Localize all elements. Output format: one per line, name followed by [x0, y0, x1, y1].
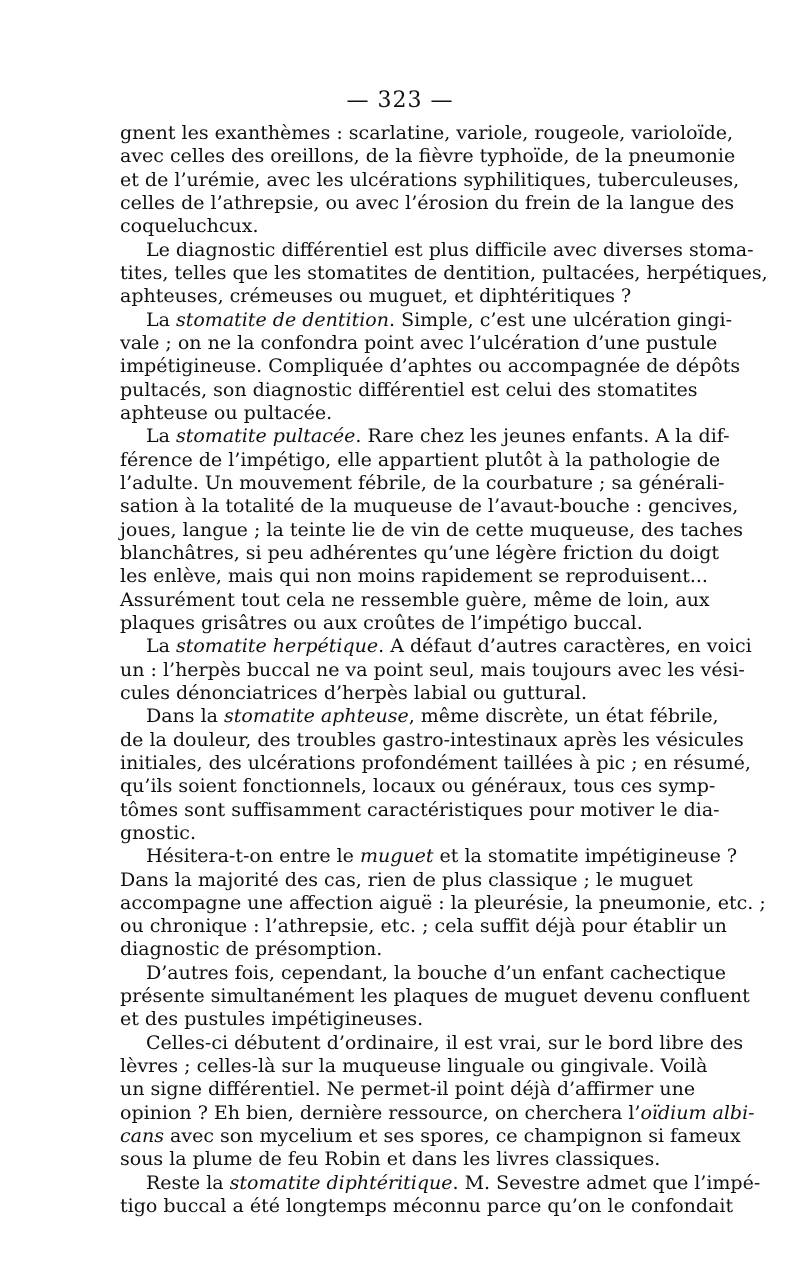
body-text: [120, 122, 768, 1218]
text-line: Assurément tout cela ne ressemble guère, même de loin, aux: [120, 588, 710, 611]
text-line: Le diagnostic différentiel est plus difficile avec diverses stoma-: [146, 238, 754, 261]
text-line: diagnostic de présomption.: [120, 938, 383, 961]
text-line: de la douleur, des troubles gastro-intestinaux après les vésicules: [120, 728, 744, 751]
text-line: La stomatite herpétique. A défaut d’autres caractères, en voici: [146, 635, 752, 658]
text-line: Dans la stomatite aphteuse, même discrète, un état fébrile,: [146, 705, 719, 728]
text-line: La stomatite pultacée. Rare chez les jeunes enfants. A la dif-: [146, 425, 730, 448]
text-line: gnostic.: [120, 821, 196, 844]
text-line: tômes sont suffisamment caractéristiques pour motiver le dia-: [120, 798, 720, 821]
text-line: l’adulte. Un mouvement fébrile, de la courbature ; sa générali-: [120, 471, 725, 494]
text-line: tites, telles que les stomatites de dentition, pultacées, herpétiques,: [120, 261, 768, 284]
text-line: aphteuses, crémeuses ou muguet, et diphtéritiques ?: [120, 285, 632, 308]
text-line: Celles-ci débutent d’ordinaire, il est vrai, sur le bord libre des: [146, 1031, 744, 1054]
text-line: Reste la stomatite diphtéritique. M. Sevestre admet que l’impé-: [146, 1171, 761, 1194]
text-line: cans avec son mycelium et ses spores, ce champignon si fameux: [120, 1125, 741, 1148]
text-line: tigo buccal a été longtemps méconnu parce qu’on le confondait: [120, 1195, 734, 1218]
text-line: un : l’herpès buccal ne va point seul, mais toujours avec les vési-: [120, 658, 745, 681]
text-line: sation à la totalité de la muqueuse de l’avaut-bouche : gencives,: [120, 495, 739, 518]
text-line: qu’ils soient fonctionnels, locaux ou généraux, tous ces symp-: [120, 775, 716, 798]
text-line: joues, langue ; la teinte lie de vin de cette muqueuse, des taches: [120, 518, 744, 541]
text-line: férence de l’impétigo, elle appartient plutôt à la pathologie de: [120, 448, 721, 471]
text-line: celles de l’athrepsie, ou avec l’érosion du frein de la langue des: [120, 191, 735, 214]
text-line: cules dénonciatrices d’herpès labial ou guttural.: [120, 681, 588, 704]
text-line: les enlève, mais qui non moins rapidement se reproduisent...: [120, 565, 708, 588]
text-line: Dans la majorité des cas, rien de plus classique ; le muguet: [120, 868, 693, 891]
text-line: La stomatite de dentition. Simple, c’est une ulcération gingi-: [146, 308, 733, 331]
text-line: aphteuse ou pultacée.: [120, 401, 333, 424]
text-line: avec celles des oreillons, de la fièvre typhoïde, de la pneumonie: [120, 145, 736, 168]
text-line: D’autres fois, cependant, la bouche d’un enfant cachectique: [146, 961, 726, 984]
text-line: et des pustules impétigineuses.: [120, 1008, 424, 1031]
text-line: ou chronique : l’athrepsie, etc. ; cela suffit déjà pour établir un: [120, 915, 727, 938]
text-line: gnent les exanthèmes : scarlatine, variole, rougeole, varioloïde,: [120, 122, 734, 144]
text-line: et de l’urémie, avec les ulcérations syphilitiques, tuberculeuses,: [120, 168, 740, 191]
text-line: opinion ? Eh bien, dernière ressource, on cherchera l’oïdium albi-: [120, 1101, 755, 1124]
text-line: sous la plume de feu Robin et dans les livres classiques.: [120, 1148, 661, 1171]
page-number: — 323 —: [346, 88, 454, 113]
text-line: Hésitera-t-on entre le muguet et la stomatite impétigineuse ?: [146, 845, 738, 868]
text-line: plaques grisâtres ou aux croûtes de l’impétigo buccal.: [120, 611, 643, 634]
text-line: présente simultanément les plaques de muguet devenu confluent: [120, 985, 750, 1008]
text-line: coqueluchcux.: [120, 215, 259, 238]
text-line: pultacés, son diagnostic différentiel est celui des stomatites: [120, 378, 698, 401]
text-line: accompagne une affection aiguë : la pleurésie, la pneumonie, etc. ;: [120, 891, 766, 914]
text-line: lèvres ; celles-là sur la muqueuse linguale ou gingivale. Voilà: [120, 1055, 708, 1078]
text-line: impétigineuse. Compliquée d’aphtes ou accompagnée de dépôts: [120, 355, 741, 378]
text-line: initiales, des ulcérations profondément taillées à pic ; en résumé,: [120, 751, 751, 774]
text-line: blanchâtres, si peu adhérentes qu’une légère friction du doigt: [120, 541, 720, 564]
text-line: vale ; on ne la confondra point avec l’ulcération d’une pustule: [120, 331, 718, 354]
text-line: un signe différentiel. Ne permet-il point déjà d’affirmer une: [120, 1078, 696, 1101]
